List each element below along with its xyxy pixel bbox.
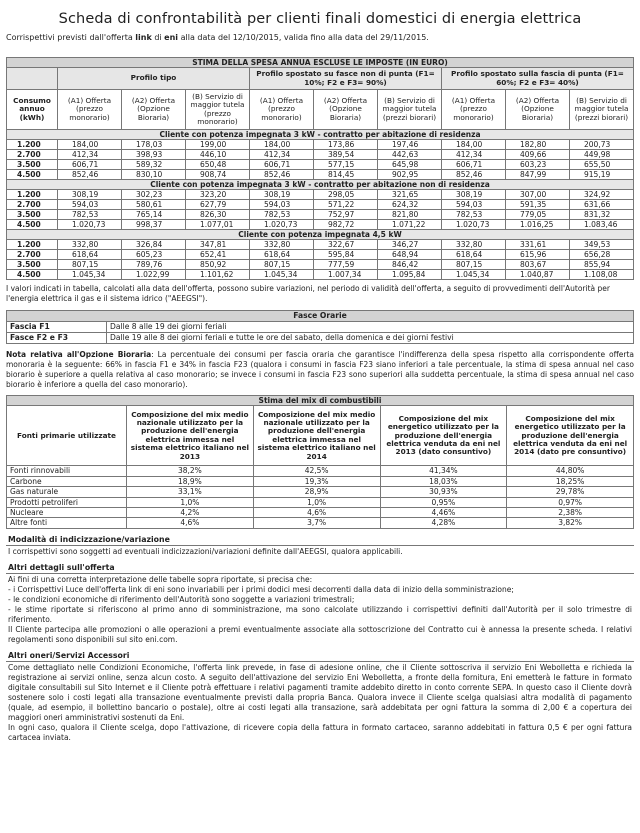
fonte-name: Carbone: [7, 476, 127, 486]
value-cell: 908,74: [186, 170, 250, 180]
value-cell: 814,45: [314, 170, 378, 180]
value-cell: 308,19: [58, 190, 122, 200]
kwh-cell: 3.500: [7, 260, 58, 270]
spesa-note: I valori indicati in tabella, calcolati alla data dell'offerta, possono subire variazioni, nel periodo di validità dell'offerta, a seguito di provvedimenti dell'Autorità per l'energia elettrica il gas e il sistema idrico ("AEEGSI").: [6, 284, 610, 303]
value-cell: 998,37: [122, 220, 186, 230]
mix-column-header: Composizione del mix medio nazionale utilizzato per la produzione dell'energia elettrica immessa nel sistema elettrico italiano nel 2013: [127, 406, 254, 466]
column-header: (A2) Offerta (Opzione Bioraria): [314, 90, 378, 130]
offer-validity: [6, 32, 634, 43]
value-cell: 308,19: [250, 190, 314, 200]
profile-header: Profilo spostato sulla fascia di punta (F1= 60%; F2 e F3= 40%): [442, 68, 634, 90]
value-cell: 624,32: [378, 200, 442, 210]
value-cell: 594,03: [250, 200, 314, 210]
oneri-section: [6, 650, 634, 743]
spesa-row: [7, 250, 634, 260]
spesa-profile-row: [7, 68, 634, 90]
value-cell: 331,61: [506, 240, 570, 250]
mix-value: 1,0%: [127, 497, 254, 507]
value-cell: 322,67: [314, 240, 378, 250]
kwh-cell: 4.500: [7, 220, 58, 230]
consumo-header: Consumo annuo (kWh): [7, 90, 58, 130]
company-name: eni: [164, 33, 179, 42]
value-cell: 332,80: [58, 240, 122, 250]
value-cell: 1.045,34: [442, 270, 506, 280]
biorario-note: [6, 350, 634, 390]
value-cell: 777,59: [314, 260, 378, 270]
value-cell: 846,42: [378, 260, 442, 270]
fascia-desc: Dalle 8 alle 19 dei giorni feriali: [107, 322, 634, 333]
kwh-cell: 1.200: [7, 240, 58, 250]
mix-row: [7, 487, 634, 497]
value-cell: 852,46: [250, 170, 314, 180]
spesa-row: [7, 270, 634, 280]
mix-value: 30,93%: [380, 487, 507, 497]
mix-header-row: [7, 406, 634, 466]
oneri-paragraph: In ogni caso, qualora il Cliente scelga, dopo l'attivazione, di ricevere copia della fattura in formato cartaceo, saranno addebitati in fattura 0,5 € per ogni fattura cartacea inviata.: [8, 722, 632, 742]
mix-row: [7, 507, 634, 517]
value-cell: 605,23: [122, 250, 186, 260]
fonte-name: Prodotti petroliferi: [7, 497, 127, 507]
value-cell: 412,34: [250, 150, 314, 160]
mix-row: [7, 466, 634, 476]
dettagli-line: - le condizioni economiche di riferimento dell'Autorità sono soggette a variazioni trimestrali;: [8, 594, 355, 604]
mix-value: 33,1%: [127, 487, 254, 497]
value-cell: 446,10: [186, 150, 250, 160]
value-cell: 1.077,01: [186, 220, 250, 230]
value-cell: 1.101,62: [186, 270, 250, 280]
mix-value: 19,3%: [253, 476, 380, 486]
value-cell: 307,00: [506, 190, 570, 200]
value-cell: 807,15: [250, 260, 314, 270]
value-cell: 807,15: [442, 260, 506, 270]
fonte-name: Fonti rinnovabili: [7, 466, 127, 476]
value-cell: 606,71: [58, 160, 122, 170]
value-cell: 1.045,34: [58, 270, 122, 280]
indicizzazione-text: I corrispettivi sono soggetti ad eventuali indicizzazioni/variazioni definite dall'AEEGSI, qualora applicabili.: [8, 546, 403, 556]
spesa-row: [7, 140, 634, 150]
group-header-row: [7, 180, 634, 190]
value-cell: 1.022,99: [122, 270, 186, 280]
value-cell: 915,19: [570, 170, 634, 180]
value-cell: 1.020,73: [250, 220, 314, 230]
value-cell: 197,46: [378, 140, 442, 150]
value-cell: 831,32: [570, 210, 634, 220]
value-cell: 1.016,25: [506, 220, 570, 230]
column-header: (B) Servizio di maggior tutela (prezzi biorari): [378, 90, 442, 130]
dettagli-line: - le stime riportate si riferiscono al primo anno di somministrazione, ma sono calcolate utilizzando i corrispettivi definiti dall'Autorità per il solo trimestre di riferimento.: [8, 604, 632, 624]
mix-value: 4,6%: [127, 518, 254, 528]
value-cell: 398,93: [122, 150, 186, 160]
spesa-row: [7, 260, 634, 270]
value-cell: 855,94: [570, 260, 634, 270]
value-cell: 765,14: [122, 210, 186, 220]
mix-value: 38,2%: [127, 466, 254, 476]
value-cell: 200,73: [570, 140, 634, 150]
value-cell: 1.108,08: [570, 270, 634, 280]
value-cell: 1.007,34: [314, 270, 378, 280]
value-cell: 645,98: [378, 160, 442, 170]
spesa-row: [7, 190, 634, 200]
value-cell: 752,97: [314, 210, 378, 220]
value-cell: 594,03: [442, 200, 506, 210]
offer-name: link: [135, 33, 152, 42]
value-cell: 850,92: [186, 260, 250, 270]
kwh-cell: 1.200: [7, 190, 58, 200]
value-cell: 589,32: [122, 160, 186, 170]
value-cell: 618,64: [442, 250, 506, 260]
value-cell: 324,92: [570, 190, 634, 200]
value-cell: 326,84: [122, 240, 186, 250]
mix-value: 4,6%: [253, 507, 380, 517]
value-cell: 409,66: [506, 150, 570, 160]
fasce-title: Fasce Orarie: [7, 311, 634, 322]
fasce-table: [6, 310, 634, 344]
mix-table: [6, 395, 634, 529]
value-cell: 577,15: [314, 160, 378, 170]
value-cell: 618,64: [250, 250, 314, 260]
mix-value: 2,38%: [507, 507, 634, 517]
fascia-desc: Dalle 19 alle 8 dei giorni feriali e tutte le ore del sabato, della domenica e dei giorni festivi: [107, 333, 634, 344]
fonte-name: Nucleare: [7, 507, 127, 517]
spesa-band-title: STIMA DELLA SPESA ANNUA ESCLUSE LE IMPOSTE (IN EURO): [7, 58, 634, 68]
value-cell: 631,66: [570, 200, 634, 210]
value-cell: 1.083,46: [570, 220, 634, 230]
kwh-cell: 3.500: [7, 210, 58, 220]
value-cell: 789,76: [122, 260, 186, 270]
mix-value: 0,95%: [380, 497, 507, 507]
value-cell: 199,00: [186, 140, 250, 150]
mix-band-row: [7, 396, 634, 406]
value-cell: 650,48: [186, 160, 250, 170]
kwh-cell: 1.200: [7, 140, 58, 150]
kwh-cell: 3.500: [7, 160, 58, 170]
mix-value: 44,80%: [507, 466, 634, 476]
value-cell: 298,05: [314, 190, 378, 200]
kwh-cell: 2.700: [7, 200, 58, 210]
mix-value: 28,9%: [253, 487, 380, 497]
value-cell: 449,98: [570, 150, 634, 160]
value-cell: 1.095,84: [378, 270, 442, 280]
fascia-row: [7, 322, 634, 333]
fascia-row: [7, 333, 634, 344]
spesa-row: [7, 150, 634, 160]
value-cell: 332,80: [250, 240, 314, 250]
value-cell: 606,71: [250, 160, 314, 170]
mix-column-header: Composizione del mix medio nazionale utilizzato per la produzione dell'energia elettrica immessa nel sistema elettrico italiano nel 2014: [253, 406, 380, 466]
dettagli-section: [6, 562, 634, 645]
indicizzazione-section: [6, 534, 634, 557]
mix-row: [7, 497, 634, 507]
value-cell: 173,86: [314, 140, 378, 150]
value-cell: 321,65: [378, 190, 442, 200]
value-cell: 184,00: [58, 140, 122, 150]
mix-value: 0,97%: [507, 497, 634, 507]
value-cell: 323,20: [186, 190, 250, 200]
value-cell: 852,46: [58, 170, 122, 180]
mix-value: 1,0%: [253, 497, 380, 507]
value-cell: 782,53: [58, 210, 122, 220]
value-cell: 389,54: [314, 150, 378, 160]
mix-value: 41,34%: [380, 466, 507, 476]
value-cell: 1.020,73: [442, 220, 506, 230]
oneri-paragraph: Come dettagliato nelle Condizioni Economiche, l'offerta link prevede, in fase di adesione online, che il Cliente sottoscriva il servizio Eni Webolletta e richieda la registrazione ai servizi online, senza alcun costo. A seguito dell'attivazione del servizio Eni Webolletta, a fronte della fornitura, Eni emetterà le fatture in formato digitale consultabili sul Sito Internet e il Cliente potrà effettuare i relativi pagamenti tramite addebito diretto in conto corrente SEPA. In questo caso il Cliente dovrà sostenere solo i costi legati alla transazione eventualmente previsti dalla propria Banca. Qualora invece il Cliente scelga qualsiasi altra modalità di pagamento (quale, ad esempio, il bollettino bancario o postale), oltre ai costi legati alla transazione, sarà addebitata per ogni fattura la somma di 2,00 € a copertura dei maggiori oneri amministrativi sostenuti da Eni.: [8, 662, 632, 722]
value-cell: 347,81: [186, 240, 250, 250]
value-cell: 1.045,34: [250, 270, 314, 280]
fascia-label: Fascia F1: [7, 322, 107, 333]
value-cell: 349,53: [570, 240, 634, 250]
value-cell: 982,72: [314, 220, 378, 230]
spesa-row: [7, 200, 634, 210]
mix-title: Stima del mix di combustibili: [7, 396, 634, 406]
subtitle-part2: di: [151, 33, 165, 42]
mix-value: 18,9%: [127, 476, 254, 486]
value-cell: 656,28: [570, 250, 634, 260]
value-cell: 652,41: [186, 250, 250, 260]
column-header: (A1) Offerta (prezzo monorario): [250, 90, 314, 130]
biorario-text: : La percentuale dei consumi per fascia oraria che garantisce l'indifferenza della spesa rispetto alla corrispondente offerta monoraria è la seguente: 66% in fascia F1 e 34% in fascia F23 (qualora i consumi in fascia F23 siano inferiori a tale percentuale, la stima di spesa annual nel caso biorario è superiore a quella relativa al caso monorario; se invece i consumi in fascia F23 sono superiori alla suddetta percentuale, la stima di spesa annual nel caso biorario è inferiore a quella del caso monorario).: [6, 350, 634, 389]
value-cell: 655,50: [570, 160, 634, 170]
mix-value: 42,5%: [253, 466, 380, 476]
value-cell: 595,84: [314, 250, 378, 260]
mix-value: 4,46%: [380, 507, 507, 517]
value-cell: 847,99: [506, 170, 570, 180]
mix-row: [7, 476, 634, 486]
column-header: (A1) Offerta (prezzo monorario): [442, 90, 506, 130]
mix-value: 4,2%: [127, 507, 254, 517]
biorario-label: Nota relativa all'Opzione Bioraria: [6, 350, 152, 359]
value-cell: 184,00: [250, 140, 314, 150]
value-cell: 807,15: [58, 260, 122, 270]
group-title: Cliente con potenza impegnata 3 kW - contratto per abitazione non di residenza: [7, 180, 634, 190]
value-cell: 1.040,87: [506, 270, 570, 280]
value-cell: 580,61: [122, 200, 186, 210]
kwh-cell: 2.700: [7, 150, 58, 160]
column-header: (A2) Offerta (Opzione Bioraria): [506, 90, 570, 130]
oneri-body: [6, 662, 634, 743]
spesa-table: [6, 57, 634, 280]
value-cell: 346,27: [378, 240, 442, 250]
value-cell: 308,19: [442, 190, 506, 200]
spesa-row: [7, 240, 634, 250]
value-cell: 782,53: [442, 210, 506, 220]
spesa-row: [7, 160, 634, 170]
mix-column-header: Fonti primarie utilizzate: [7, 406, 127, 466]
spesa-row: [7, 220, 634, 230]
subtitle-part3: alla data del 12/10/2015, valida fino alla data del 29/11/2015.: [178, 33, 429, 42]
value-cell: 1.071,22: [378, 220, 442, 230]
mix-value: 29,78%: [507, 487, 634, 497]
fonte-name: Altre fonti: [7, 518, 127, 528]
value-cell: 591,35: [506, 200, 570, 210]
fascia-label: Fasce F2 e F3: [7, 333, 107, 344]
value-cell: 627,79: [186, 200, 250, 210]
spesa-col-row: [7, 90, 634, 130]
dettagli-title: Altri dettagli sull'offerta: [6, 562, 634, 574]
mix-column-header: Composizione del mix energetico utilizzato per la produzione dell'energia elettrica venduta da eni nel 2014 (dato pre consuntivo): [507, 406, 634, 466]
mix-row: [7, 518, 634, 528]
page-title: Scheda di confrontabilità per clienti finali domestici di energia elettrica: [58, 11, 582, 27]
column-header: (B) Servizio di maggior tutela (prezzo monorario): [186, 90, 250, 130]
column-header: (A2) Offerta (Opzione Bioraria): [122, 90, 186, 130]
kwh-cell: 4.500: [7, 170, 58, 180]
column-header: (A1) Offerta (prezzo monorario): [58, 90, 122, 130]
value-cell: 182,80: [506, 140, 570, 150]
fonte-name: Gas naturale: [7, 487, 127, 497]
spesa-row: [7, 210, 634, 220]
spesa-band-row: [7, 58, 634, 68]
value-cell: 803,67: [506, 260, 570, 270]
column-header: (B) Servizio di maggior tutela (prezzi biorari): [570, 90, 634, 130]
value-cell: 821,80: [378, 210, 442, 220]
value-cell: 615,96: [506, 250, 570, 260]
dettagli-body: [6, 574, 634, 645]
mix-value: 18,03%: [380, 476, 507, 486]
spesa-corner-cell: [7, 68, 58, 90]
profile-header: Profilo tipo: [58, 68, 250, 90]
mix-column-header: Composizione del mix energetico utilizzato per la produzione dell'energia elettrica venduta da eni nel 2013 (dato consuntivo): [380, 406, 507, 466]
indicizzazione-title: Modalità di indicizzazione/variazione: [6, 534, 634, 546]
group-header-row: [7, 130, 634, 140]
profile-header: Profilo spostato su fasce non di punta (F1= 10%; F2 e F3= 90%): [250, 68, 442, 90]
value-cell: 826,30: [186, 210, 250, 220]
value-cell: 830,10: [122, 170, 186, 180]
dettagli-line: Il Cliente partecipa alle promozioni o alle operazioni a premi eventualmente associate alla sottoscrizione del Contratto cui è annessa la presente scheda. I relativi regolamenti sono disponibili sul sito eni.com.: [8, 624, 632, 644]
oneri-title: Altri oneri/Servizi Accessori: [6, 650, 634, 662]
mix-value: 3,82%: [507, 518, 634, 528]
value-cell: 594,03: [58, 200, 122, 210]
group-title: Cliente con potenza impegnata 4,5 kW: [7, 230, 634, 240]
value-cell: 571,22: [314, 200, 378, 210]
group-header-row: [7, 230, 634, 240]
value-cell: 178,03: [122, 140, 186, 150]
value-cell: 902,95: [378, 170, 442, 180]
value-cell: 302,23: [122, 190, 186, 200]
value-cell: 412,34: [58, 150, 122, 160]
mix-value: 18,25%: [507, 476, 634, 486]
dettagli-line: - i Corrispettivi Luce dell'offerta link di eni sono invariabili per i primi dodici mesi decorrenti dalla data di inizio della somministrazione;: [8, 584, 514, 594]
value-cell: 648,94: [378, 250, 442, 260]
group-title: Cliente con potenza impegnata 3 kW - contratto per abitazione di residenza: [7, 130, 634, 140]
mix-value: 4,28%: [380, 518, 507, 528]
value-cell: 618,64: [58, 250, 122, 260]
value-cell: 603,23: [506, 160, 570, 170]
kwh-cell: 2.700: [7, 250, 58, 260]
value-cell: 184,00: [442, 140, 506, 150]
value-cell: 779,05: [506, 210, 570, 220]
kwh-cell: 4.500: [7, 270, 58, 280]
value-cell: 852,46: [442, 170, 506, 180]
value-cell: 782,53: [250, 210, 314, 220]
spesa-row: [7, 170, 634, 180]
mix-value: 3,7%: [253, 518, 380, 528]
value-cell: 412,34: [442, 150, 506, 160]
dettagli-line: Ai fini di una corretta interpretazione delle tabelle sopra riportate, si precisa che:: [8, 574, 313, 584]
subtitle-part1: Corrispettivi previsti dall'offerta: [6, 33, 136, 42]
value-cell: 606,71: [442, 160, 506, 170]
value-cell: 442,63: [378, 150, 442, 160]
value-cell: 332,80: [442, 240, 506, 250]
value-cell: 1.020,73: [58, 220, 122, 230]
